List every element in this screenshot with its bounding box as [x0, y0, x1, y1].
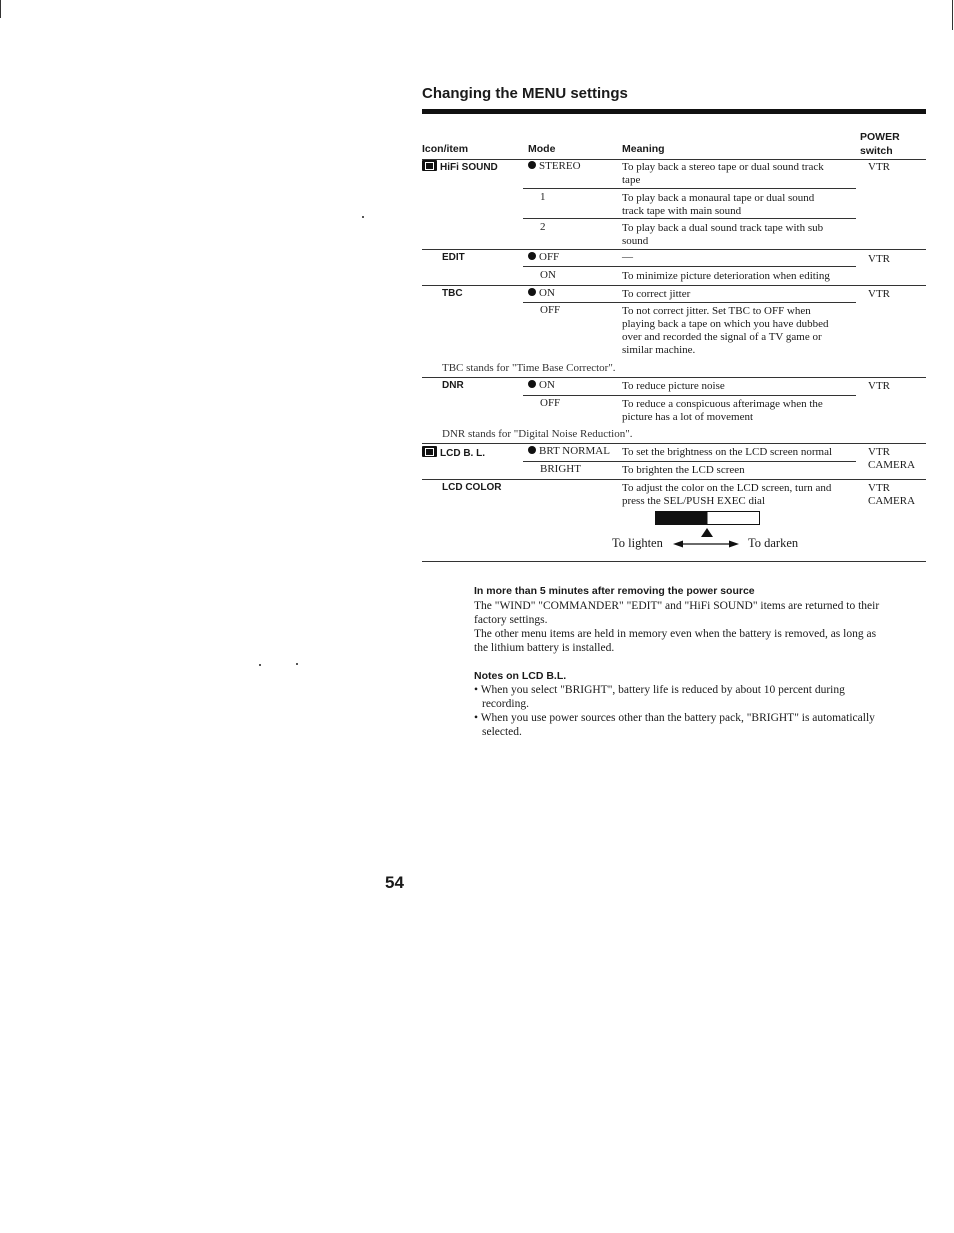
row-rule	[523, 218, 856, 219]
tbc-note: TBC stands for "Time Base Corrector".	[442, 362, 616, 374]
bullet-bright-battery: • When you select "BRIGHT", battery life is reduced by about 10 percent during recording.	[474, 684, 845, 710]
row-rule	[523, 302, 856, 303]
meaning-dnr-on: To reduce picture noise	[622, 380, 725, 392]
mode-edit-on: ON	[540, 269, 556, 281]
power-lcdbl: VTR CAMERA	[868, 446, 916, 471]
meaning-2: To play back a dual sound track tape with sub sound	[622, 222, 824, 247]
scan-edge-mark	[952, 0, 953, 30]
header-meaning: Meaning	[622, 143, 665, 155]
power-hifi: VTR	[868, 161, 890, 173]
header-mode: Mode	[528, 143, 556, 155]
dnr-note: DNR stands for "Digital Noise Reduction".	[442, 428, 633, 440]
meaning-dnr-off: To reduce a conspicuous afterimage when the picture has a lot of movement	[622, 398, 823, 423]
default-dot-icon	[528, 252, 536, 260]
row-rule	[422, 285, 926, 286]
default-dot-icon	[528, 288, 536, 296]
default-dot-icon	[528, 161, 536, 169]
paragraph-returned-settings: The "WIND" "COMMANDER" "EDIT" and "HiFi SOUND" items are returned to their factory settings.	[474, 600, 880, 626]
mode-tbc-off: OFF	[540, 304, 561, 316]
mode-tbc-on: ON	[528, 287, 555, 299]
mode-bright: BRIGHT	[540, 463, 581, 475]
mode-dnr-on: ON	[528, 379, 555, 391]
meaning-lcd-color: To adjust the color on the LCD screen, turn and press the SEL/PUSH EXEC dial	[622, 482, 832, 507]
meaning-edit-off: —	[622, 251, 633, 263]
page-number: 54	[385, 873, 404, 892]
row-rule	[422, 249, 926, 250]
to-lighten-label: To lighten	[612, 536, 663, 550]
meaning-edit-on: To minimize picture deterioration when editing	[622, 270, 830, 282]
lcd-color-bar-fill	[656, 512, 708, 525]
item-dnr: DNR	[442, 380, 464, 391]
meaning-1: To play back a monaural tape or dual sound track tape with main sound	[622, 192, 815, 217]
mode-edit-off: OFF	[528, 251, 559, 263]
row-rule	[523, 395, 856, 396]
mode-1: 1	[540, 191, 546, 203]
scan-speck	[296, 663, 298, 665]
power-dnr: VTR	[868, 380, 890, 392]
meaning-tbc-on: To correct jitter	[622, 288, 691, 300]
lcd-icon	[422, 446, 437, 457]
row-rule	[422, 377, 926, 378]
power-tbc: VTR	[868, 288, 890, 300]
default-dot-icon	[528, 380, 536, 388]
row-rule	[523, 188, 856, 189]
section-heading-notes-lcd: Notes on LCD B.L.	[474, 670, 567, 682]
scan-speck	[259, 664, 261, 666]
double-arrow-icon	[673, 538, 739, 550]
meaning-tbc-off: To not correct jitter. Set TBC to OFF when playing back a tape on which you have dubbed over and recorded the signal of a TV game or similar machine.	[622, 305, 829, 356]
section-heading-power-source: In more than 5 minutes after removing the power source	[474, 585, 755, 597]
scan-edge-mark	[0, 0, 1, 18]
item-lcd-color: LCD COLOR	[442, 482, 502, 493]
to-darken-label: To darken	[748, 536, 799, 550]
mode-brt-normal: BRT NORMAL	[528, 445, 610, 457]
power-edit: VTR	[868, 253, 890, 265]
default-dot-icon	[528, 446, 536, 454]
mode-stereo: STEREO	[528, 160, 581, 172]
row-rule	[422, 479, 926, 480]
row-rule	[523, 266, 856, 267]
tape-mode-icon	[422, 160, 437, 171]
header-power-line1: POWER	[860, 131, 900, 143]
header-power-line2: switch	[860, 145, 893, 157]
meaning-bright: To brighten the LCD screen	[622, 464, 745, 476]
page-title: Changing the MENU settings	[422, 85, 628, 102]
header-icon-item: Icon/item	[422, 143, 469, 155]
triangle-pointer-icon	[701, 528, 713, 537]
power-lcdcolor: VTR CAMERA	[868, 482, 916, 507]
table-bottom-rule	[422, 561, 926, 562]
mode-dnr-off: OFF	[540, 397, 561, 409]
meaning-stereo: To play back a stereo tape or dual sound track tape	[622, 161, 824, 186]
row-rule	[523, 461, 856, 462]
item-tbc: TBC	[442, 288, 463, 299]
mode-2: 2	[540, 221, 546, 233]
item-lcd-bl: LCD B. L.	[422, 446, 485, 459]
bullet-bright-auto: • When you use power sources other than the battery pack, "BRIGHT" is automatically selected.	[474, 712, 875, 738]
item-edit: EDIT	[442, 252, 465, 263]
paragraph-held-in-memory: The other menu items are held in memory even when the battery is removed, as long as the lithium battery is installed.	[474, 628, 877, 654]
scan-speck	[362, 216, 364, 218]
meaning-brt-normal: To set the brightness on the LCD screen normal	[622, 446, 833, 458]
item-hifi-sound: HiFi SOUND	[422, 160, 498, 173]
row-rule	[422, 443, 926, 444]
title-rule	[422, 109, 926, 114]
